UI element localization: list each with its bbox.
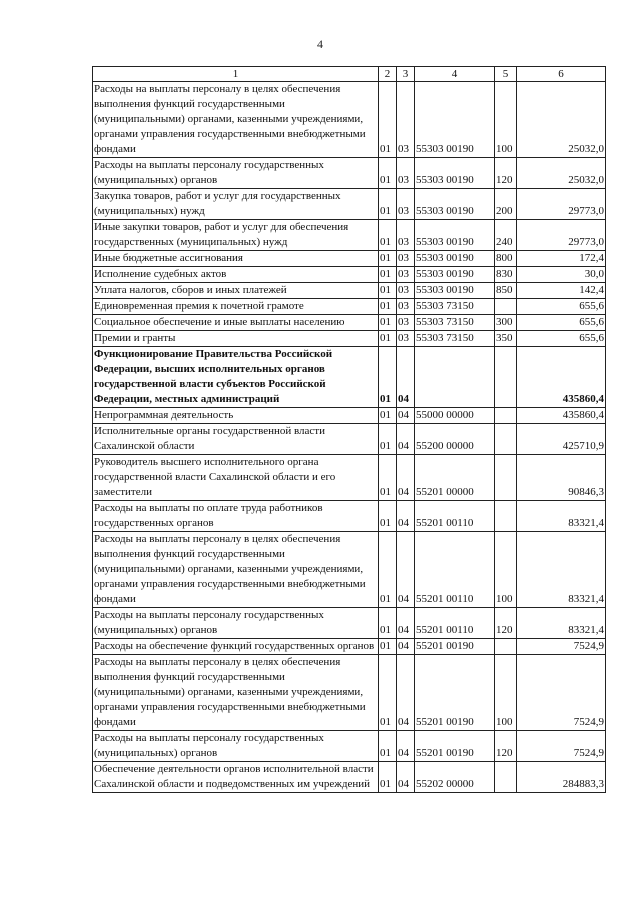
- row-subsection-cell: 03: [397, 267, 415, 283]
- row-section-cell: 01: [379, 608, 397, 639]
- row-target-article-cell: 55303 00190: [415, 251, 495, 267]
- row-name-cell: Исполнение судебных актов: [93, 267, 379, 283]
- table-row: [93, 501, 606, 532]
- row-amount-cell: 7524,9: [517, 655, 606, 731]
- row-section-cell: 01: [379, 762, 397, 793]
- row-amount-cell: 83321,4: [517, 501, 606, 532]
- table-row: [93, 532, 606, 608]
- row-subsection-cell: 04: [397, 655, 415, 731]
- row-subsection-cell: 03: [397, 189, 415, 220]
- row-subsection-cell: 04: [397, 455, 415, 501]
- row-expense-type-cell: 100: [495, 655, 517, 731]
- row-subsection-cell: 04: [397, 408, 415, 424]
- table-body: [93, 82, 606, 793]
- table-row: [93, 639, 606, 655]
- row-subsection-cell: 03: [397, 283, 415, 299]
- row-name-cell: Социальное обеспечение и иные выплаты населению: [93, 315, 379, 331]
- row-target-article-cell: 55303 73150: [415, 315, 495, 331]
- row-amount-cell: 435860,4: [517, 347, 606, 408]
- row-expense-type-cell: [495, 501, 517, 532]
- row-expense-type-cell: 850: [495, 283, 517, 299]
- col-header-subsection: 3: [397, 67, 415, 82]
- row-target-article-cell: 55201 00110: [415, 501, 495, 532]
- row-section-cell: 01: [379, 299, 397, 315]
- row-amount-cell: 655,6: [517, 331, 606, 347]
- row-name-cell: Обеспечение деятельности органов исполнительной власти Сахалинской области и подведомственных им учреждений: [93, 762, 379, 793]
- table-row: [93, 408, 606, 424]
- budget-table: [92, 66, 606, 793]
- row-amount-cell: 284883,3: [517, 762, 606, 793]
- row-name-cell: Расходы на выплаты по оплате труда работников государственных органов: [93, 501, 379, 532]
- table-row: [93, 762, 606, 793]
- row-target-article-cell: 55200 00000: [415, 424, 495, 455]
- row-name-cell: Расходы на выплаты персоналу в целях обеспечения выполнения функций государственными (муниципальными) органами, казенными учреждениями, органами управления государственными внебюджетными фондами: [93, 655, 379, 731]
- row-target-article-cell: 55303 00190: [415, 82, 495, 158]
- table-header-row: [93, 67, 606, 82]
- row-name-cell: Непрограммная деятельность: [93, 408, 379, 424]
- row-amount-cell: 25032,0: [517, 158, 606, 189]
- row-target-article-cell: 55303 73150: [415, 331, 495, 347]
- row-target-article-cell: 55303 00190: [415, 283, 495, 299]
- row-expense-type-cell: [495, 299, 517, 315]
- row-amount-cell: 172,4: [517, 251, 606, 267]
- row-amount-cell: 7524,9: [517, 639, 606, 655]
- row-subsection-cell: 03: [397, 251, 415, 267]
- table-row: [93, 267, 606, 283]
- row-expense-type-cell: [495, 424, 517, 455]
- row-subsection-cell: 04: [397, 532, 415, 608]
- row-target-article-cell: 55201 00190: [415, 731, 495, 762]
- table-row: [93, 347, 606, 408]
- page-number: 4: [317, 37, 323, 51]
- row-name-cell: Расходы на выплаты персоналу в целях обеспечения выполнения функций государственными (муниципальными) органами, казенными учреждениями, органами управления государственными внебюджетными фондами: [93, 532, 379, 608]
- row-name-cell: Расходы на выплаты персоналу государственных (муниципальных) органов: [93, 608, 379, 639]
- row-name-cell: Уплата налогов, сборов и иных платежей: [93, 283, 379, 299]
- row-section-cell: 01: [379, 220, 397, 251]
- row-target-article-cell: 55303 73150: [415, 299, 495, 315]
- row-name-cell: Премии и гранты: [93, 331, 379, 347]
- row-target-article-cell: 55303 00190: [415, 189, 495, 220]
- row-amount-cell: 30,0: [517, 267, 606, 283]
- row-expense-type-cell: 200: [495, 189, 517, 220]
- row-subsection-cell: 04: [397, 762, 415, 793]
- row-name-cell: Расходы на выплаты персоналу государственных (муниципальных) органов: [93, 731, 379, 762]
- row-section-cell: 01: [379, 455, 397, 501]
- row-target-article-cell: [415, 347, 495, 408]
- row-section-cell: 01: [379, 82, 397, 158]
- row-section-cell: 01: [379, 251, 397, 267]
- table-row: [93, 731, 606, 762]
- row-section-cell: 01: [379, 655, 397, 731]
- row-subsection-cell: 04: [397, 347, 415, 408]
- row-name-cell: Иные закупки товаров, работ и услуг для обеспечения государственных (муниципальных) нужд: [93, 220, 379, 251]
- row-name-cell: Единовременная премия к почетной грамоте: [93, 299, 379, 315]
- row-amount-cell: 83321,4: [517, 532, 606, 608]
- row-section-cell: 01: [379, 189, 397, 220]
- row-subsection-cell: 03: [397, 82, 415, 158]
- row-expense-type-cell: 240: [495, 220, 517, 251]
- row-target-article-cell: 55201 00110: [415, 532, 495, 608]
- row-target-article-cell: 55303 00190: [415, 220, 495, 251]
- row-amount-cell: 83321,4: [517, 608, 606, 639]
- row-expense-type-cell: [495, 455, 517, 501]
- row-subsection-cell: 03: [397, 331, 415, 347]
- row-amount-cell: 425710,9: [517, 424, 606, 455]
- row-amount-cell: 90846,3: [517, 455, 606, 501]
- col-header-expense-type: 5: [495, 67, 517, 82]
- col-header-amount: 6: [517, 67, 606, 82]
- row-subsection-cell: 04: [397, 608, 415, 639]
- row-target-article-cell: 55303 00190: [415, 158, 495, 189]
- table-row: [93, 82, 606, 158]
- row-name-cell: Иные бюджетные ассигнования: [93, 251, 379, 267]
- row-subsection-cell: 03: [397, 158, 415, 189]
- col-header-target-article: 4: [415, 67, 495, 82]
- row-expense-type-cell: [495, 762, 517, 793]
- table-row: [93, 608, 606, 639]
- row-amount-cell: 655,6: [517, 299, 606, 315]
- row-name-cell: Расходы на выплаты персоналу в целях обеспечения выполнения функций государственными (муниципальными) органами, казенными учреждениями, органами управления государственными внебюджетными фондами: [93, 82, 379, 158]
- table-row: [93, 251, 606, 267]
- row-expense-type-cell: 120: [495, 608, 517, 639]
- row-section-cell: 01: [379, 158, 397, 189]
- row-target-article-cell: 55000 00000: [415, 408, 495, 424]
- row-expense-type-cell: 120: [495, 731, 517, 762]
- table-row: [93, 655, 606, 731]
- table-row: [93, 424, 606, 455]
- row-amount-cell: 655,6: [517, 315, 606, 331]
- table-row: [93, 158, 606, 189]
- row-amount-cell: 435860,4: [517, 408, 606, 424]
- row-amount-cell: 25032,0: [517, 82, 606, 158]
- row-target-article-cell: 55201 00000: [415, 455, 495, 501]
- row-name-cell: Исполнительные органы государственной власти Сахалинской области: [93, 424, 379, 455]
- row-name-cell: Расходы на обеспечение функций государственных органов: [93, 639, 379, 655]
- row-amount-cell: 7524,9: [517, 731, 606, 762]
- row-section-cell: 01: [379, 267, 397, 283]
- row-expense-type-cell: 300: [495, 315, 517, 331]
- row-section-cell: 01: [379, 315, 397, 331]
- row-subsection-cell: 04: [397, 501, 415, 532]
- col-header-section: 2: [379, 67, 397, 82]
- row-section-cell: 01: [379, 532, 397, 608]
- table-row: [93, 455, 606, 501]
- row-name-cell: Функционирование Правительства Российской Федерации, высших исполнительных органов государственной власти субъектов Российской Федерации, местных администраций: [93, 347, 379, 408]
- row-expense-type-cell: 350: [495, 331, 517, 347]
- row-expense-type-cell: 100: [495, 82, 517, 158]
- row-expense-type-cell: 800: [495, 251, 517, 267]
- col-header-name: 1: [93, 67, 379, 82]
- row-section-cell: 01: [379, 408, 397, 424]
- row-subsection-cell: 04: [397, 639, 415, 655]
- row-expense-type-cell: [495, 639, 517, 655]
- row-name-cell: Закупка товаров, работ и услуг для государственных (муниципальных) нужд: [93, 189, 379, 220]
- table-row: [93, 331, 606, 347]
- row-section-cell: 01: [379, 283, 397, 299]
- row-target-article-cell: 55201 00190: [415, 639, 495, 655]
- row-section-cell: 01: [379, 424, 397, 455]
- row-expense-type-cell: 120: [495, 158, 517, 189]
- table-row: [93, 315, 606, 331]
- row-target-article-cell: 55202 00000: [415, 762, 495, 793]
- row-expense-type-cell: [495, 347, 517, 408]
- row-amount-cell: 142,4: [517, 283, 606, 299]
- row-section-cell: 01: [379, 331, 397, 347]
- row-subsection-cell: 03: [397, 220, 415, 251]
- row-expense-type-cell: 100: [495, 532, 517, 608]
- row-target-article-cell: 55303 00190: [415, 267, 495, 283]
- row-expense-type-cell: [495, 408, 517, 424]
- table-row: [93, 189, 606, 220]
- row-target-article-cell: 55201 00190: [415, 655, 495, 731]
- row-subsection-cell: 04: [397, 424, 415, 455]
- row-section-cell: 01: [379, 347, 397, 408]
- table-row: [93, 283, 606, 299]
- row-expense-type-cell: 830: [495, 267, 517, 283]
- row-subsection-cell: 04: [397, 731, 415, 762]
- row-name-cell: Расходы на выплаты персоналу государственных (муниципальных) органов: [93, 158, 379, 189]
- row-section-cell: 01: [379, 501, 397, 532]
- row-section-cell: 01: [379, 639, 397, 655]
- table-row: [93, 299, 606, 315]
- row-amount-cell: 29773,0: [517, 220, 606, 251]
- row-amount-cell: 29773,0: [517, 189, 606, 220]
- row-target-article-cell: 55201 00110: [415, 608, 495, 639]
- row-section-cell: 01: [379, 731, 397, 762]
- row-subsection-cell: 03: [397, 299, 415, 315]
- row-name-cell: Руководитель высшего исполнительного органа государственной власти Сахалинской области и его заместители: [93, 455, 379, 501]
- table-row: [93, 220, 606, 251]
- row-subsection-cell: 03: [397, 315, 415, 331]
